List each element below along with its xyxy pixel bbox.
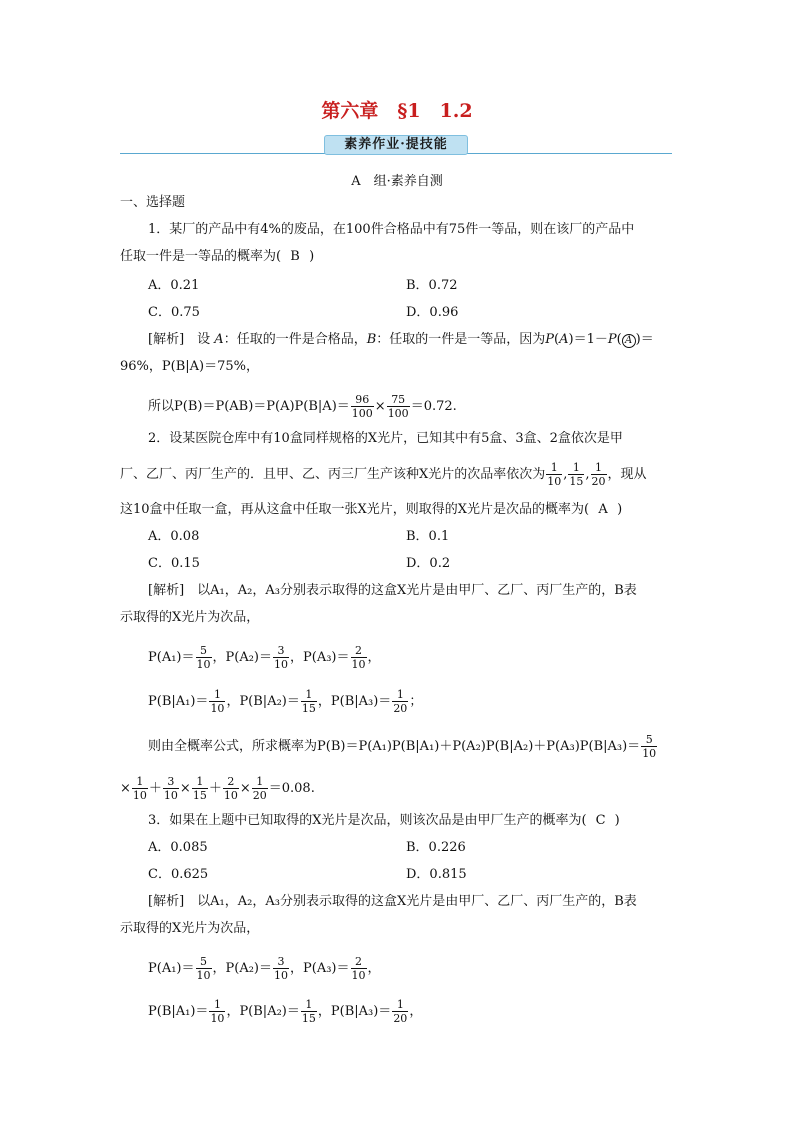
q2-solution-line2: 示取得的X光片为次品， <box>120 610 260 625</box>
q2-stem-line3: 这10盒中任取一盒，再从这盒中任取一张X光片，则取得的X光片是次品的概率为( A ) <box>120 502 623 517</box>
q2-stem-text-3: 这10盒中任取一盒，再从这盒中任取一张X光片，则取得的X光片是次品的概率为( <box>120 502 590 517</box>
q2-option-c: C．0.15 <box>148 556 200 571</box>
chapter-title: 第六章 §1 1.2 <box>321 100 473 122</box>
q1-sol-text-b: ：任取的一件是一等品，因为 <box>376 332 546 347</box>
fraction-1-15: $\frac{1}{15}$ <box>192 775 207 802</box>
q3-option-d: D．0.815 <box>406 867 467 882</box>
fraction-3-10: $\frac{3}{10}$ <box>274 955 288 982</box>
q3-answer: C <box>595 813 606 828</box>
fraction-2-10: $\frac{2}{10}$ <box>351 955 366 982</box>
fraction-1-20: $\frac{1}{20}$ <box>393 998 408 1025</box>
q1-sol-result: ＝0.72. <box>410 399 457 414</box>
fraction-5-10: $\frac{5}{10}$ <box>196 644 211 671</box>
fraction-1-20: $\frac{1}{20}$ <box>393 688 408 715</box>
group-heading: A 组·素养自测 <box>351 174 443 189</box>
fraction-1-10: $\frac{1}{10}$ <box>547 461 562 488</box>
q2-solution-line1: [解析] 以A₁，A₂，A₃分别表示取得的这盒X光片是由甲厂、乙厂、丙厂生产的，B表 <box>148 583 637 598</box>
fraction-2-10: $\frac{2}{10}$ <box>223 775 238 802</box>
q1-stem-text: 任取一件是一等品的概率为( <box>120 249 282 264</box>
section-banner: 素养作业·提技能 <box>324 135 468 155</box>
fraction-1-10: $\frac{1}{10}$ <box>210 688 225 715</box>
q3-option-a: A．0.085 <box>148 840 208 855</box>
q2-answer: A <box>598 502 608 517</box>
q1-sol-lead: [解析] 设 <box>148 332 211 347</box>
q2-option-b: B．0.1 <box>406 529 450 544</box>
q1-sol-formula: 所以P(B)＝P(AB)＝P(A)P(B|A)＝ <box>148 399 350 414</box>
q2-solution-formula: 则由全概率公式，所求概率为P(B)＝P(A₁)P(B|A₁)＋P(A₂)P(B|A₂)＋P(A₃)P(B|A₃)＝ $\frac{5}{10}$ <box>148 733 657 760</box>
q1-solution-line3: 所以P(B)＝P(AB)＝P(A)P(B|A)＝ $\frac{96}{100}$ × $\frac{75}{100}$ ＝0.72. <box>148 393 457 420</box>
q2-stem-text: 厂、乙厂、丙厂生产的．且甲、乙、丙三厂生产该种X光片的次品率依次为 <box>120 467 546 482</box>
q3-solution-line1: [解析] 以A₁，A₂，A₃分别表示取得的这盒X光片是由甲厂、乙厂、丙厂生产的，B表 <box>148 894 637 909</box>
q3-prob-b-line: P(B|A₁)＝ $\frac{1}{10}$ ，P(B|A₂)＝ $\frac{1}{15}$ ，P(B|A₃)＝ $\frac{1}{20}$ ， <box>148 998 423 1025</box>
fraction-75-100: $\frac{75}{100}$ <box>387 393 409 420</box>
q2-option-d: D．0.2 <box>406 556 451 571</box>
fraction-3-10: $\frac{3}{10}$ <box>163 775 178 802</box>
q1-solution-line1: [解析] 设 A：任取的一件是合格品，B：任取的一件是一等品，因为P(A)＝1－P( A )＝ <box>148 332 654 347</box>
q1-option-a: A．0.21 <box>148 278 200 293</box>
q1-option-c: C．0.75 <box>148 305 200 320</box>
q1-solution-line2: 96%，P(B|A)＝75%， <box>120 359 260 374</box>
q3-solution-line2: 示取得的X光片为次品， <box>120 921 260 936</box>
fraction-1-15: $\frac{1}{15}$ <box>301 998 316 1025</box>
q3-option-b: B．0.226 <box>406 840 466 855</box>
fraction-96-100: $\frac{96}{100}$ <box>351 393 373 420</box>
q1-sol-text-a: ：任取的一件是合格品， <box>223 332 367 347</box>
fraction-1-10: $\frac{1}{10}$ <box>210 998 225 1025</box>
q1-stem-line2: 任取一件是一等品的概率为( B ) <box>120 249 315 264</box>
q2-stem-line1: 2．设某医院仓库中有10盒同样规格的X光片，已知其中有5盒、3盒、2盒依次是甲 <box>148 431 623 446</box>
fraction-1-10: $\frac{1}{10}$ <box>132 775 147 802</box>
fraction-1-20: $\frac{1}{20}$ <box>252 775 267 802</box>
q2-option-a: A．0.08 <box>148 529 200 544</box>
complement-a-symbol: A <box>622 334 636 348</box>
q2-stem-tail: ，现从 <box>607 467 647 482</box>
fraction-5-10: $\frac{5}{10}$ <box>642 733 657 760</box>
q1-option-d: D．0.96 <box>406 305 459 320</box>
q3-stem: 3．如果在上题中已知取得的X光片是次品，则该次品是由甲厂生产的概率为( C ) <box>148 813 620 828</box>
q2-stem-line2: 厂、乙厂、丙厂生产的．且甲、乙、丙三厂生产该种X光片的次品率依次为 $\frac{1}{10}$ , $\frac{1}{15}$ , $\frac{1}{20}$ ，现从 <box>120 461 647 488</box>
q1-option-b: B．0.72 <box>406 278 458 293</box>
fraction-1-15: $\frac{1}{15}$ <box>569 461 584 488</box>
section-label: 一、选择题 <box>120 195 186 210</box>
q2-solution-result: × $\frac{1}{10}$ ＋ $\frac{3}{10}$ × $\frac{1}{15}$ ＋ $\frac{2}{10}$ × $\frac{1}{20}$ ＝0.08. <box>120 775 315 802</box>
banner-area <box>120 133 672 157</box>
fraction-3-10: $\frac{3}{10}$ <box>274 644 288 671</box>
fraction-5-10: $\frac{5}{10}$ <box>196 955 211 982</box>
fraction-1-15: $\frac{1}{15}$ <box>301 688 316 715</box>
q2-prob-a-line: P(A₁)＝ $\frac{5}{10}$ ，P(A₂)＝ $\frac{3}{10}$ ，P(A₃)＝ $\frac{2}{10}$ ， <box>148 644 381 671</box>
fraction-1-20: $\frac{1}{20}$ <box>591 461 606 488</box>
q3-option-c: C．0.625 <box>148 867 209 882</box>
q1-stem-line1: 1．某厂的产品中有4%的废品，在100件合格品中有75件一等品，则在该厂的产品中 <box>148 222 635 237</box>
q2-prob-b-line: P(B|A₁)＝ $\frac{1}{10}$ ，P(B|A₂)＝ $\frac{1}{15}$ ，P(B|A₃)＝ $\frac{1}{20}$ ； <box>148 688 423 715</box>
q1-answer: B <box>290 249 300 264</box>
q3-stem-text: 3．如果在上题中已知取得的X光片是次品，则该次品是由甲厂生产的概率为( <box>148 813 587 828</box>
fraction-2-10: $\frac{2}{10}$ <box>351 644 366 671</box>
q3-prob-a-line: P(A₁)＝ $\frac{5}{10}$ ，P(A₂)＝ $\frac{3}{10}$ ，P(A₃)＝ $\frac{2}{10}$ ， <box>148 955 381 982</box>
